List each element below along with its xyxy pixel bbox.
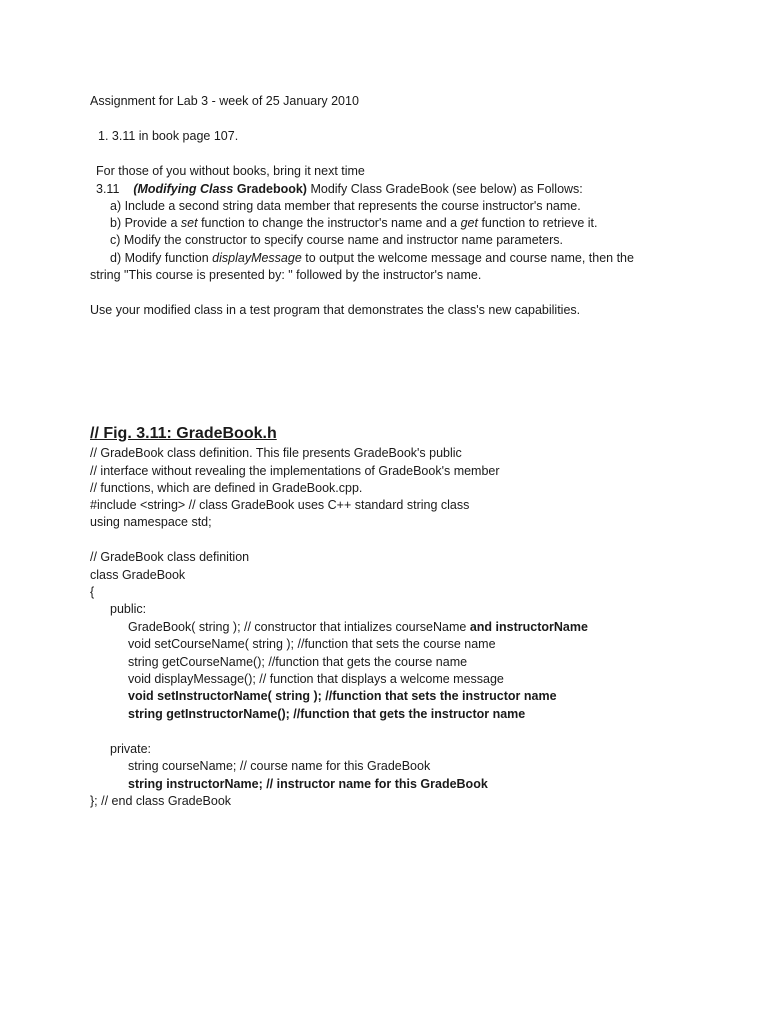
code-comment-1: // GradeBook class definition. This file presents GradeBook's public bbox=[90, 446, 462, 460]
code-member-4: void displayMessage(); // function that displays a welcome message bbox=[128, 672, 504, 686]
code-include: #include <string> // class GradeBook uses C++ standard string class bbox=[90, 498, 470, 512]
code-member-5: void setInstructorName( string ); //function that sets the instructor name bbox=[128, 689, 557, 703]
exercise-heading bbox=[96, 181, 583, 198]
requirement-d-pre: d) Modify function bbox=[110, 251, 209, 265]
assignment-use: Use your modified class in a test program that demonstrates the class's new capabilities. bbox=[90, 303, 581, 317]
code-member-1 bbox=[128, 619, 588, 636]
code-member-1-text: GradeBook( string ); // constructor that intializes courseName bbox=[128, 620, 467, 634]
assignment-item-1: 1. 3.11 in book page 107. bbox=[98, 129, 239, 143]
assignment-note: For those of you without books, bring it next time bbox=[96, 164, 365, 178]
code-comment-4: // GradeBook class definition bbox=[90, 550, 250, 564]
requirement-b-pre: b) Provide a bbox=[110, 216, 178, 230]
requirement-b-get: get bbox=[460, 216, 478, 230]
code-member-1-bold: and instructorName bbox=[469, 620, 588, 634]
code-comment-2: // interface without revealing the implementations of GradeBook's member bbox=[90, 464, 500, 478]
code-class-decl: class GradeBook bbox=[90, 568, 186, 582]
assignment-title: Assignment for Lab 3 - week of 25 January 2010 bbox=[90, 94, 359, 108]
requirement-a: a) Include a second string data member that represents the course instructor's name. bbox=[110, 199, 581, 213]
code-private-2: string instructorName; // instructor name for this GradeBook bbox=[128, 777, 488, 791]
requirement-d-function: displayMessage bbox=[212, 251, 302, 265]
code-member-2: void setCourseName( string ); //function that sets the course name bbox=[128, 637, 496, 651]
requirement-b-post: function to retrieve it. bbox=[481, 216, 598, 230]
exercise-title-italic: (Modifying Class bbox=[133, 182, 234, 196]
code-member-6: string getInstructorName(); //function that gets the instructor name bbox=[128, 707, 526, 721]
requirement-d-continued: string "This course is presented by: " followed by the instructor's name. bbox=[90, 268, 482, 282]
requirement-b bbox=[110, 215, 597, 232]
requirement-d-post: to output the welcome message and course name, then the bbox=[305, 251, 634, 265]
code-close: }; // end class GradeBook bbox=[90, 794, 232, 808]
code-public: public: bbox=[110, 602, 147, 616]
exercise-number: 3.11 bbox=[96, 182, 120, 196]
code-private: private: bbox=[110, 742, 151, 756]
exercise-title-bold: Gradebook) bbox=[236, 182, 307, 196]
exercise-title-rest: Modify Class GradeBook (see below) as Follows: bbox=[310, 182, 583, 196]
requirement-c: c) Modify the constructor to specify course name and instructor name parameters. bbox=[110, 233, 563, 247]
code-heading: // Fig. 3.11: GradeBook.h bbox=[90, 425, 277, 442]
requirement-b-set: set bbox=[180, 216, 198, 230]
requirement-d bbox=[110, 250, 634, 267]
code-comment-3: // functions, which are defined in GradeBook.cpp. bbox=[90, 481, 363, 495]
requirement-b-mid: function to change the instructor's name and a bbox=[201, 216, 458, 230]
code-member-3: string getCourseName(); //function that gets the course name bbox=[128, 655, 468, 669]
code-open-brace: { bbox=[90, 585, 95, 599]
code-private-1: string courseName; // course name for this GradeBook bbox=[128, 759, 431, 773]
code-namespace: using namespace std; bbox=[90, 515, 212, 529]
